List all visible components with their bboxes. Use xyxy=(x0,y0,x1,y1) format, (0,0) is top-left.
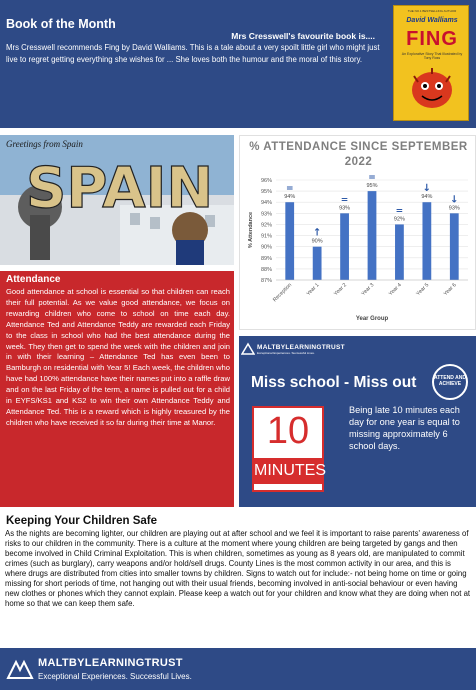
book-heading: Book of the Month xyxy=(6,17,116,31)
x-tick-label: Reception xyxy=(272,282,294,304)
safe-body: As the nights are becoming lighter, our children are playing out at after school and we feel it is important to raise parents' awareness of risks to our children in the community. There is a culture at the moment where young children are being targeted by gangs and then become involved in Child Criminal Exploitation. This is when children, sometimes as young as 8 years old, are manipulated to commit crimes (such as burglary), carry weapons and/or hold/sell drugs. County Lines is the most common activity in our area, and this is where drugs are distributed from cities into smaller towns by children. Signs to watch out for include:- not being home on time or going missing for short periods of time, not hanging out with their usual friends, becoming involved in anti-social behaviour or even having new clothes or phones which they cannot explain. Please keep a watch out for your children and know what they are doing when not at home so that we can keep them safe. xyxy=(5,529,471,608)
trust-logo-tagline: Exceptional Experiences. Successful Lives. xyxy=(257,351,315,355)
trust-mark-icon xyxy=(6,654,34,682)
bar xyxy=(285,202,294,280)
data-label: 92% xyxy=(393,216,405,223)
data-label: 94% xyxy=(284,194,296,201)
spain-word: SPAIN xyxy=(26,156,214,221)
cover-tagline: THE NO.1 BESTSELLING AUTHOR xyxy=(407,9,457,13)
y-tick-label: 94% xyxy=(260,200,272,207)
y-axis-title: % Attendance xyxy=(248,211,254,249)
bar xyxy=(422,202,431,280)
footer-tagline: Exceptional Experiences. Successful Lives. xyxy=(38,672,192,681)
book-cover-image xyxy=(393,5,469,121)
late-minutes-text: Being late 10 minutes each day for one year is equal to missing approximately 6 school days. xyxy=(349,405,460,451)
trend-marker: = xyxy=(340,195,349,206)
miss-school-panel xyxy=(239,336,476,507)
bar xyxy=(450,213,459,280)
trend-marker: = xyxy=(368,173,376,184)
book-of-the-month-panel xyxy=(0,0,476,128)
x-tick-label: Year 1 xyxy=(305,282,321,298)
attendance-bar-chart xyxy=(240,172,476,330)
postcard-illustration xyxy=(0,135,234,265)
bar xyxy=(340,213,349,280)
footer xyxy=(0,648,476,690)
x-tick-label: Year 2 xyxy=(333,282,348,298)
cover-blurb: An Explorative Story That Illustrated by Tony Ross xyxy=(401,52,463,60)
y-tick-label: 90% xyxy=(260,244,272,251)
data-label: 93% xyxy=(339,205,351,212)
bar xyxy=(395,224,404,280)
y-tick-label: 96% xyxy=(260,178,272,184)
y-tick-label: 91% xyxy=(260,233,272,240)
safe-heading: Keeping Your Children Safe xyxy=(6,515,158,527)
x-tick-label: Year 6 xyxy=(442,282,458,298)
trend-marker: ↑ xyxy=(312,227,322,239)
y-tick-label: 92% xyxy=(260,222,272,229)
trust-logo-icon xyxy=(241,342,255,356)
y-tick-label: 95% xyxy=(260,189,272,196)
monster-illustration xyxy=(408,62,456,112)
minutes-label: MINUTES xyxy=(254,458,322,484)
attendance-heading: Attendance xyxy=(6,274,61,285)
data-label: 94% xyxy=(421,194,433,201)
footer-trust-name: MALTBYLEARNINGTRUST xyxy=(38,657,183,669)
y-tick-label: 88% xyxy=(260,266,272,273)
y-tick-label: 89% xyxy=(260,255,272,262)
attendance-chart-panel xyxy=(239,135,476,330)
cover-author: David Walliams xyxy=(406,17,458,24)
book-description: Mrs Cresswell recommends Fing by David Walliams. This is a tale about a very spoilt little girl who might just live to regret getting everything she wishes for ... She loves both the humour and the moral of this story. xyxy=(6,43,380,64)
trust-logo-text: MALTBYLEARNINGTRUST xyxy=(257,344,345,351)
x-tick-label: Year 5 xyxy=(415,282,431,298)
trend-marker: ↓ xyxy=(450,194,459,206)
chart-title: % ATTENDANCE SINCE SEPTEMBER 2022 xyxy=(249,141,468,168)
data-label: 95% xyxy=(366,183,378,190)
attend-achieve-badge: ATTEND AND ACHIEVE xyxy=(432,364,468,400)
trend-marker: = xyxy=(285,184,294,195)
attendance-panel xyxy=(0,271,234,507)
bar xyxy=(313,247,322,280)
ten-minutes-graphic xyxy=(252,406,324,492)
attendance-body: Good attendance at school is essential so that children can reach their full potential. As we value good attendance, we focus on rewarding children who come to school on time each day. Attendance Ted and Attendance Teddy are rewarded each Friday to the class in school who had the best attendance during the week. They then get to spend the week with the children and join in with their learning – Attendance Ted has even been to Bamburgh on residential with Year 5! Each week, the children who have had 100% attendance have their names put into a raffle draw and on the last Friday of the term, a name is pulled out for a child in EYFS/KS1 and KS2 to win their own Attendance Teddy and Attendance Ted. This is a reward which is highly treasured by the children who have received it so far during their time at Manor. xyxy=(6,287,230,427)
data-label: 90% xyxy=(311,238,323,245)
spain-greeting: Greetings from Spain xyxy=(6,139,83,149)
trend-marker: ↓ xyxy=(422,183,432,195)
miss-school-headline: Miss school - Miss out xyxy=(251,374,417,391)
trend-marker: = xyxy=(395,206,404,217)
spain-postcard-photo xyxy=(0,135,234,265)
data-label: 93% xyxy=(448,205,460,212)
cover-title: FING xyxy=(406,28,458,50)
ten-number: 10 xyxy=(266,410,310,452)
y-tick-label: 93% xyxy=(260,211,272,218)
x-tick-label: Year 4 xyxy=(387,282,403,298)
y-tick-label: 87% xyxy=(260,278,272,284)
bar xyxy=(368,191,377,280)
x-axis-title: Year Group xyxy=(355,316,389,322)
favourite-book-label: Mrs Cresswell's favourite book is.... xyxy=(231,31,375,41)
x-tick-label: Year 3 xyxy=(360,282,376,298)
